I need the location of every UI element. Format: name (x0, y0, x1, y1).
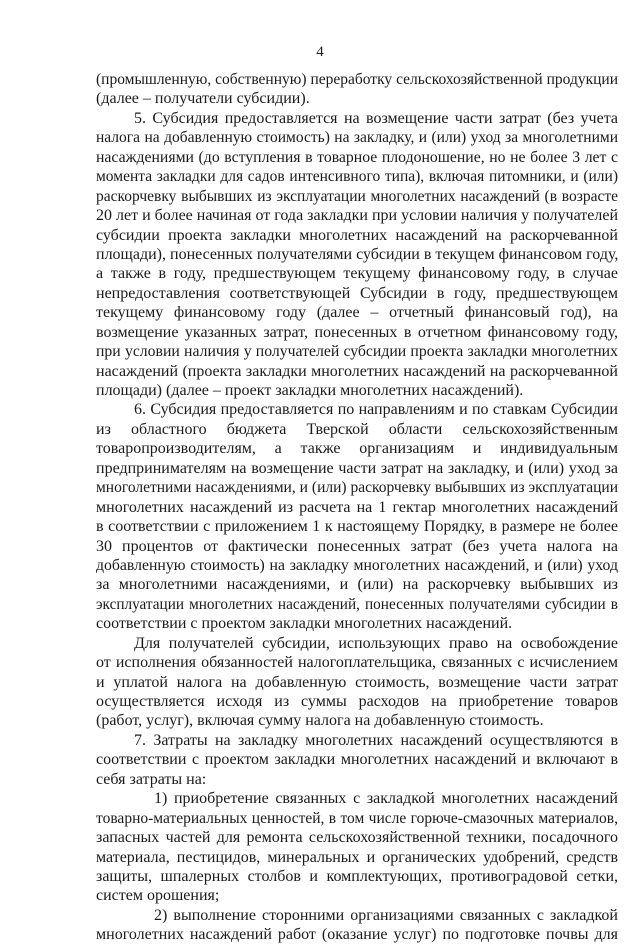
text-line: в соответствии с приложением 1 к настоящему Порядку, в размере не более (96, 518, 618, 536)
text-line: себя затраты на: (96, 770, 207, 788)
text-line: и уплатой налога на добавленную стоимость, возмещение части затрат (96, 673, 618, 691)
text-line: из областного бюджета Тверской области сельскохозяйственным (96, 420, 618, 438)
text-line: осуществляется исходя из суммы расходов на приобретение товаров (96, 693, 618, 710)
text-line: при условии наличия у получателей субсидии проекта закладки многолетних (96, 343, 618, 361)
text-line: от исполнения обязанностей налогоплательщика, связанных с исчислением (96, 654, 618, 672)
text-line: возмещение указанных затрат, понесенных в отчетном финансовому году, (96, 323, 618, 341)
page-number: 4 (316, 44, 324, 60)
text-line: эксплуатации многолетних насаждений, понесенных получателями субсидии в (96, 595, 618, 613)
text-line: предпринимателям на возмещение части затрат на закладку, и (или) уход за (96, 459, 618, 477)
text-line: непредоставления соответствующей Субсидии в году, предшествующем (96, 284, 618, 302)
text-line: 6. Субсидия предоставляется по направлениям и по ставкам Субсидии (134, 401, 618, 419)
text-line: многолетних насаждений работ (оказание услуг) по подготовке почвы для (96, 926, 618, 944)
text-line: многолетними насаждениями, и (или) раскорчевку выбывших из эксплуатации (96, 479, 618, 497)
text-line: защиты, шпалерных столбов и комплектующих, противоградовой сетки, (96, 867, 618, 885)
text-line: многолетних насаждений из расчета на 1 гектар многолетних насаждений (96, 498, 618, 516)
text-line: систем орошения; (96, 887, 220, 905)
text-line: соответствии с проектом закладки многолетних насаждений. (96, 615, 513, 633)
text-line: насаждениями (до вступления в товарное плодоношение, но не более 3 лет с (96, 148, 618, 166)
text-line: товарно-материальных ценностей, в том числе горюче-смазочных материалов, (96, 809, 618, 827)
text-line: 5. Субсидия предоставляется на возмещение части затрат (без учета (134, 109, 618, 127)
text-line: (работ, услуг), включая сумму налога на добавленную стоимость. (96, 712, 544, 730)
document-body (96, 70, 618, 945)
text-line: налога на добавленную стоимость) на закладку, и (или) уход за многолетними (96, 129, 618, 147)
text-line: Для получателей субсидии, использующих право на освобождение (134, 634, 618, 652)
text-line: 2) выполнение сторонними организациями связанных с закладкой (154, 906, 618, 924)
text-line: субсидии проекта закладки многолетних насаждений на раскорчеванной (96, 226, 618, 244)
text-line: 1) приобретение связанных с закладкой многолетних насаждений (154, 790, 618, 808)
text-line: за многолетними насаждениями, и (или) на раскорчевку выбывших из (96, 576, 618, 594)
text-line: 30 процентов от фактически понесенных затрат (без учета налога на (96, 537, 618, 555)
text-line: добавленную стоимость) на закладку многолетних насаждений, и (или) уход (96, 556, 618, 574)
text-line: площади) (далее – проект закладки многолетних насаждений). (96, 382, 524, 399)
text-line: 20 лет и более начиная от года закладки при условии наличия у получателей (96, 207, 618, 225)
text-line: площади), понесенных получателями субсидии в текущем финансовом году, (96, 245, 619, 263)
text-line: материала, пестицидов, минеральных и органических удобрений, средств (96, 848, 618, 866)
text-line: момента закладки для садов интенсивного типа), включая питомники, и (или) (96, 168, 618, 186)
text-line: соответствии с проектом закладки многолетних насаждений и включают в (96, 751, 618, 769)
text-line: а также в году, предшествующем текущему финансовому году, в случае (96, 265, 618, 283)
text-line: раскорчевку выбывших из эксплуатации многолетних насаждений (в возрасте (96, 187, 618, 205)
text-line: насаждений (проекта закладки многолетних насаждений на раскорчеванной (96, 362, 618, 380)
text-line: товаропроизводителям, а также организациям и индивидуальным (96, 440, 618, 458)
text-line: запасных частей для ремонта сельскохозяйственной техники, посадочного (96, 829, 618, 847)
text-line: 7. Затраты на закладку многолетних насаждений осуществляются в (134, 731, 618, 749)
text-line: (промышленную, собственную) переработку сельскохозяйственной продукции (96, 71, 618, 88)
text-line: (далее – получатели субсидии). (96, 90, 310, 108)
text-line: текущему финансовому году (далее – отчетный финансовый год), на (96, 304, 618, 322)
